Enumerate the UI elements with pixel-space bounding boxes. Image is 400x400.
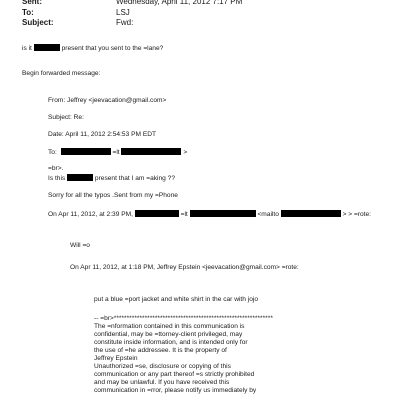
conf-line-7: communication or any part thereof =s strictly prohibited — [94, 371, 255, 378]
subject-value: Fwd: — [116, 18, 134, 27]
redaction-block — [190, 210, 256, 217]
forwarded-subject: Subject: Re: — [48, 114, 84, 121]
on-lt: =lt — [180, 211, 188, 218]
redaction-block — [135, 210, 179, 217]
forwarded-to-label: To: — [48, 149, 57, 156]
begin-forwarded: Begin forwarded message: — [22, 70, 101, 77]
forwarded-to-mid: =lt — [112, 149, 120, 156]
conf-line-1: The =nformation contained in this communication is — [94, 323, 245, 330]
redaction-block — [34, 44, 60, 51]
nested-will: Will =o — [70, 242, 90, 249]
sent-label: Sent: — [22, 0, 42, 6]
question-pre: Is this — [48, 175, 66, 182]
redaction-block — [121, 148, 181, 155]
on-mailto: <mailto — [257, 211, 279, 218]
conf-line-9: communication in =rror, please notify us immediately by — [94, 387, 257, 394]
conf-line-8: and may be unlawful. If you have received this — [94, 379, 230, 386]
forwarded-sorry: Sorry for all the typos .Sent from my =Phone — [48, 192, 178, 199]
subject-label: Subject: — [22, 18, 54, 27]
line1-post: present that you sent to the =lane? — [61, 45, 164, 52]
forwarded-br: =br>. — [48, 165, 64, 172]
forwarded-from: From: Jeffrey <jeevacation@gmail.com> — [48, 97, 167, 104]
inner-br-stars: -- =br>************************************************************** — [94, 315, 273, 322]
redaction-block — [281, 210, 341, 217]
on-end: > > =rote: — [342, 211, 372, 218]
to-value: LSJ — [116, 8, 130, 17]
conf-line-2: confidential, may be =ttorney-client privileged, may — [94, 331, 243, 338]
nested-on-line: On Apr 11, 2012, at 1:18 PM, Jeffrey Epstein <jeevacation@gmail.com> =rote: — [70, 264, 299, 271]
forwarded-to — [48, 148, 187, 157]
question-post: present that I am =aking ?? — [94, 175, 176, 182]
conf-line-6: Unauthorized =se, disclosure or copying of this — [94, 363, 231, 370]
forwarded-to-end: > — [183, 149, 188, 156]
sent-value: Wednesday, April 11, 2012 7:17 PM — [116, 0, 243, 6]
forwarded-on-line — [48, 210, 371, 219]
conf-line-4: the use of =he addressee. It is the property of — [94, 347, 227, 354]
forwarded-question — [48, 174, 175, 183]
on-pre: On Apr 11, 2012, at 2:39 PM, — [48, 211, 133, 218]
redaction-block — [67, 174, 93, 181]
redaction-block — [61, 148, 111, 155]
line1-pre: is it — [22, 45, 32, 52]
body-line-1 — [22, 44, 163, 53]
inner-put-line: put a blue =port jacket and white shirt in the car with jojo — [94, 296, 259, 303]
forwarded-date: Date: April 11, 2012 2:54:53 PM EDT — [48, 131, 157, 138]
to-label: To: — [22, 8, 34, 17]
conf-line-5: Jeffrey Epstein — [94, 355, 138, 362]
conf-line-3: constitute inside information, and is intended only for — [94, 339, 248, 346]
